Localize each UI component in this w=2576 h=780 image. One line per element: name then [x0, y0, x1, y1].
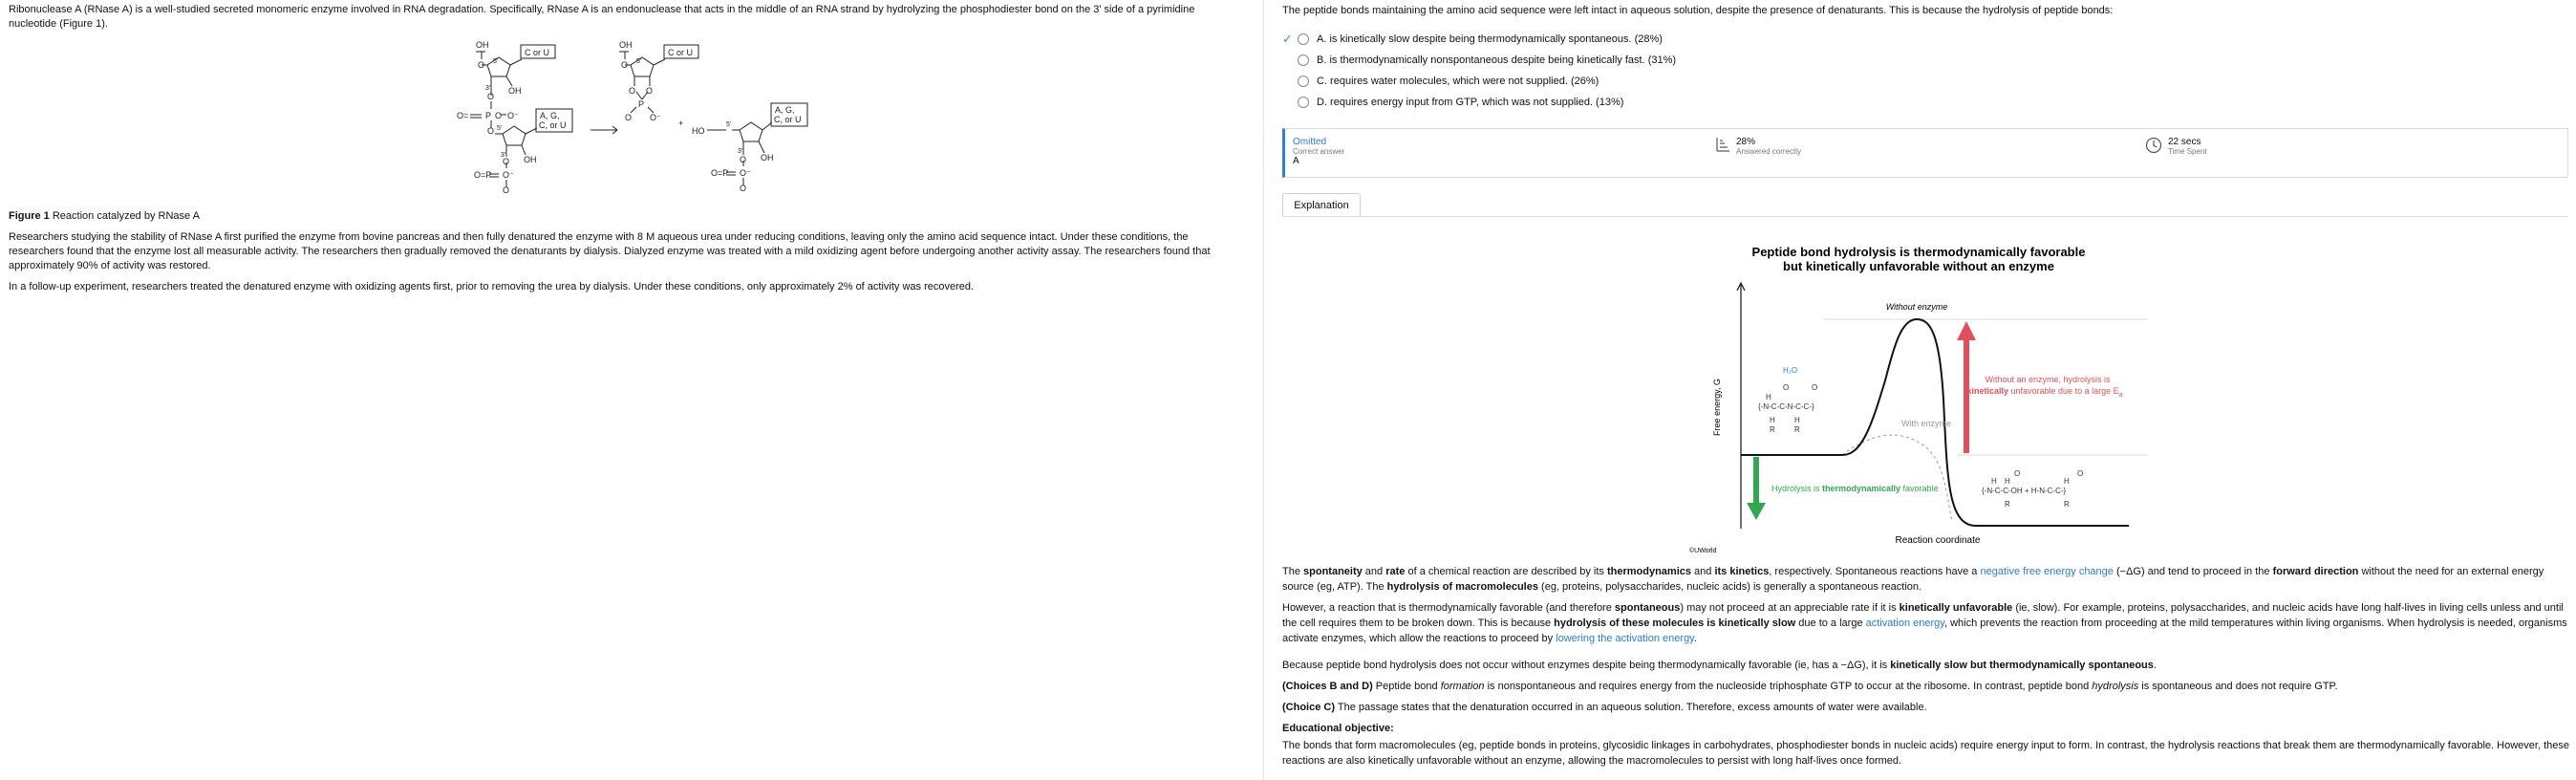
with-enzyme-label: With enzyme: [1901, 419, 1952, 428]
explanation-paragraph-3: Because peptide bond hydrolysis does not occur without enzymes despite being thermodynamically favorable (ie, has a −ΔG), it is kinetically slow but thermodynamically spontaneous.: [1282, 660, 2157, 671]
svg-text:A, G,: A, G,: [775, 105, 795, 115]
clock-icon: [2145, 137, 2162, 154]
percent-label: Answered correctly: [1736, 147, 1802, 156]
svg-text:O: O: [2014, 469, 2021, 478]
choice-b-label: B. is thermodynamically nonspontaneous despite being kinetically fast. (31%): [1317, 54, 1677, 66]
choice-d-radio[interactable]: [1298, 97, 1309, 108]
figure-1-rnase-reaction: [449, 38, 889, 201]
red-note-2: kinetically unfavorable due to a large $E_a$: [1966, 386, 2123, 399]
choice-c[interactable]: [1282, 73, 1599, 90]
explanation-paragraph-4: (Choices B and D) Peptide bond formation is nonspontaneous and requires energy from the nucleoside triphosphate GTP to occur at the ribosome. In contrast, peptide bond hydrolysis is spontaneous and does not require GTP.: [1282, 681, 2338, 692]
choice-d-label: D. requires energy input from GTP, which was not supplied. (13%): [1317, 97, 1624, 108]
fig1-box-c-or-u-1: C or U: [525, 48, 550, 57]
choice-a[interactable]: [1282, 31, 1663, 48]
svg-text:{-N-C-C-OH + H-N-C-C-}: {-N-C-C-OH + H-N-C-C-}: [1982, 487, 2067, 495]
svg-text:H: H: [2064, 477, 2070, 486]
svg-text:C, or U: C, or U: [539, 120, 567, 130]
tab-explanation[interactable]: Explanation: [1282, 193, 1361, 217]
link-negative-free-energy[interactable]: negative free energy change: [1980, 566, 2114, 577]
svg-text:O=P: O=P: [474, 170, 492, 180]
correct-answer-value: A: [1293, 156, 1299, 166]
svg-text:R: R: [2064, 500, 2070, 509]
svg-text:OH: OH: [476, 40, 489, 50]
passage-paragraph-2: In a follow-up experiment, researchers treated the denatured enzyme with oxidizing agents first, prior to removing the urea by dialysis. Under these conditions, only approximately 2% of activity was recovered.: [9, 281, 975, 292]
choice-d[interactable]: [1282, 94, 1623, 111]
explanation-paragraph-5: (Choice C) The passage states that the denaturation occurred in an aqueous solution. Therefore, excess amounts of water were available.: [1282, 702, 1927, 713]
svg-text:5': 5': [726, 121, 732, 128]
diagram-title-1: Peptide bond hydrolysis is thermodynamically favorable: [1751, 245, 2086, 259]
correct-answer-label: Correct answer: [1293, 147, 1345, 156]
choice-c-label: C. requires water molecules, which were not supplied. (26%): [1317, 76, 1599, 87]
svg-text:O: O: [621, 60, 629, 70]
svg-text:O=: O=: [457, 111, 469, 120]
svg-text:H: H: [1770, 416, 1775, 424]
choice-b[interactable]: [1282, 52, 1676, 69]
svg-text:H: H: [2005, 477, 2010, 486]
green-note: Hydrolysis is thermodynamically favorable: [1771, 484, 1939, 493]
svg-text:O: O: [625, 113, 633, 122]
svg-text:H: H: [1766, 393, 1771, 401]
svg-text:O: O: [487, 126, 495, 136]
svg-text:3': 3': [738, 148, 743, 155]
time-value: 22 secs: [2168, 137, 2201, 147]
link-lowering-activation-energy[interactable]: lowering the activation energy: [1556, 633, 1694, 644]
educational-objective-title: Educational objective:: [1282, 723, 1394, 734]
fig1-box-c-or-u-2: C or U: [668, 48, 694, 57]
question-stem: The peptide bonds maintaining the amino acid sequence were left intact in aqueous solution, despite the presence of denaturants. This is because the hydrolysis of peptide bonds:: [1282, 5, 2114, 16]
svg-text:5': 5': [497, 125, 503, 132]
with-enzyme-curve: [1842, 435, 1952, 522]
svg-text:H: H: [1991, 477, 1997, 486]
svg-text:OH: OH: [524, 155, 537, 164]
svg-text:O: O: [503, 157, 510, 166]
explanation-paragraph-1: The spontaneity and rate of a chemical reaction are described by its thermodynamics and its kinetics, respectively. Spontaneous reactions have a negative free energy change (−ΔG) and tend to proceed in the forward direction without the need for an external energy source (eg, ATP). The hydrolysis of macromolecules (eg, proteins, polysaccharides, nucleic acids) is generally a spontaneous reaction.: [1282, 566, 2544, 593]
svg-text:O⁻: O⁻: [740, 168, 751, 178]
explanation-paragraph-2: However, a reaction that is thermodynamically favorable (and therefore spontaneous) may not proceed at an appreciable rate if it is kinetically unfavorable (ie, slow). For example, proteins, polysaccharides, and nucleic acids have long half-lives in living cells unless and until the cell requires them to be broken down. This is because hydrolysis of these molecules is kinetically slow due to a large activation energy, which prevents the reaction from proceeding at the mild temperatures within living organisms. When hydrolysis is needed, organisms activate enzymes, which allow the reactions to proceed by lowering the activation energy.: [1282, 602, 2567, 644]
svg-text:O: O: [1812, 383, 1818, 392]
svg-text:+: +: [678, 119, 684, 128]
figure-1-caption: [9, 209, 1243, 224]
figure-caption-label: Figure 1: [9, 210, 50, 222]
svg-text:P: P: [485, 111, 492, 120]
free-energy-arrow: [1747, 457, 1766, 520]
svg-text:R: R: [2005, 500, 2010, 509]
svg-text:H: H: [1794, 416, 1800, 424]
red-note-1: Without an enzyme, hydrolysis is: [1985, 375, 2111, 384]
bar-chart-icon: [1715, 137, 1730, 152]
svg-text:O⁻: O⁻: [503, 170, 514, 180]
choice-a-label: A. is kinetically slow despite being thermodynamically spontaneous. (28%): [1317, 33, 1663, 45]
without-enzyme-label: Without enzyme: [1885, 302, 1948, 312]
educational-objective-text: The bonds that form macromolecules (eg, peptide bonds in proteins, glycosidic linkages in carbohydrates, phosphodiester bonds in nucleic acids) require energy input to form. In contrast, the hydrolysis reactions that break them are thermodynamically favorable. However, these reactions are also kinetically unfavorable without an enzyme, allowing the macromolecules to persist with long half-lives once formed.: [1282, 740, 2569, 767]
energy-diagram: [1689, 237, 2148, 552]
fig1-ho: HO: [692, 126, 705, 136]
x-axis-label: Reaction coordinate: [1895, 535, 1981, 546]
stat-status: [1293, 137, 1344, 166]
svg-text:O: O: [503, 185, 510, 195]
svg-text:P: P: [638, 99, 645, 109]
svg-text:O: O: [740, 184, 747, 193]
percent-value: 28%: [1736, 137, 1756, 147]
passage-paragraph-1: Researchers studying the stability of RNase A first purified the enzyme from bovine pancreas and then fully denatured the enzyme with 8 M aqueous urea under reducing conditions, leaving only the amino acid sequence intact. Under these conditions, the researchers found that the enzyme lost all measurable activity. The researchers then gradually removed the denaturants by dialysis. Dialyzed enzyme was treated with a mild oxidizing agent before undergoing another activity assay. The researchers found that approximately 90% of activity was restored.: [9, 231, 1211, 271]
choice-c-radio[interactable]: [1298, 76, 1309, 87]
y-axis-label: Free energy, G: [1712, 379, 1722, 436]
question-pane: [1271, 0, 2576, 780]
status-text: Omitted: [1293, 137, 1327, 147]
water-label: H₂O: [1783, 366, 1798, 375]
stat-percent: [1715, 137, 1801, 156]
svg-text:R: R: [1794, 425, 1800, 434]
svg-text:O⁻: O⁻: [507, 111, 519, 120]
pane-divider[interactable]: [1263, 0, 1264, 780]
svg-text:O: O: [629, 86, 636, 96]
svg-text:O: O: [478, 60, 485, 70]
svg-text:5': 5': [493, 58, 499, 65]
time-label: Time Spent: [2168, 147, 2207, 156]
svg-text:C, or U: C, or U: [774, 115, 802, 124]
svg-text:O: O: [495, 111, 503, 120]
svg-text:OH: OH: [619, 40, 633, 50]
tab-underline: [1282, 216, 2568, 217]
svg-text:3': 3': [485, 85, 491, 92]
svg-text:O: O: [646, 86, 654, 96]
svg-text:5': 5': [636, 58, 642, 65]
svg-text:R: R: [1770, 425, 1775, 434]
svg-text:O: O: [1783, 383, 1790, 392]
svg-text:O=P: O=P: [711, 168, 729, 178]
fig1-oh-1: OH: [508, 86, 522, 96]
answer-stats-panel: [1282, 128, 2568, 178]
figure-caption-text: Reaction catalyzed by RNase A: [52, 210, 200, 222]
stat-time: [2145, 137, 2207, 156]
svg-text:O⁻: O⁻: [650, 113, 661, 122]
svg-text:{-N-C-C-N-C-C-}: {-N-C-C-N-C-C-}: [1758, 402, 1814, 411]
svg-text:O: O: [2077, 469, 2084, 478]
svg-text:O: O: [740, 155, 747, 164]
choice-b-radio[interactable]: [1298, 54, 1309, 66]
correct-check-icon: ✓: [1282, 32, 1293, 46]
passage-pane: [0, 0, 1263, 780]
svg-text:O: O: [487, 92, 495, 101]
link-activation-energy[interactable]: activation energy: [1865, 618, 1944, 629]
passage-intro: Ribonuclease A (RNase A) is a well-studied secreted monomeric enzyme involved in RNA degradation. Specifically, RNase A is an endonuclease that acts in the middle of an RNA strand by hydrolyzing the phosphodiester bond on the 3' side of a pyrimidine nucleotide (Figure 1).: [9, 4, 1195, 30]
diagram-credit: ©UWorld: [1689, 548, 1717, 552]
diagram-title-2: but kinetically unfavorable without an enzyme: [1783, 259, 2054, 273]
choice-a-radio[interactable]: [1298, 33, 1309, 45]
svg-text:3': 3': [501, 152, 506, 159]
svg-text:OH: OH: [761, 153, 774, 162]
svg-text:A, G,: A, G,: [540, 111, 560, 120]
